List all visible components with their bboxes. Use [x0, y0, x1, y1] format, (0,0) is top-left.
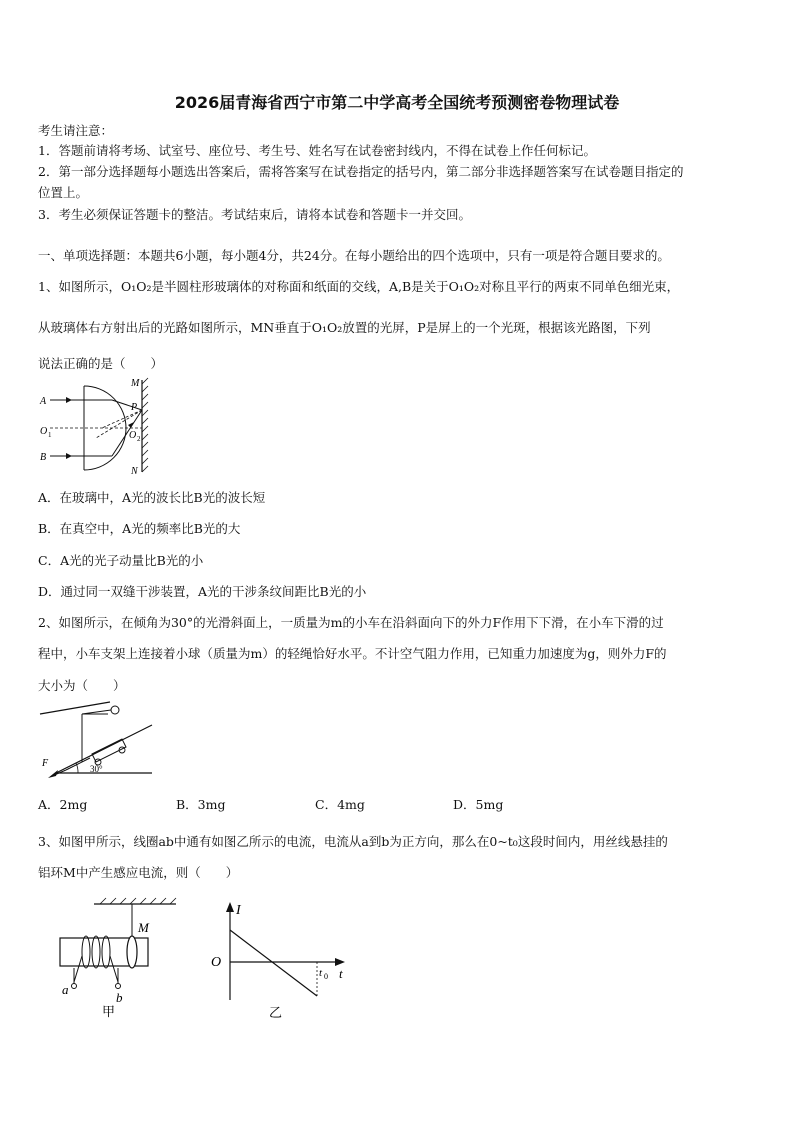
- q1-option: D．通过同一双缝干涉装置，A光的干涉条纹间距比B光的小: [38, 584, 367, 599]
- fig-label-o2: O: [129, 430, 137, 441]
- fig-label-p: P: [131, 402, 138, 413]
- fig-label-t0: t: [319, 967, 323, 979]
- q1-text-line: 1、如图所示，O₁O₂是半圆柱形玻璃体的对称面和纸面的交线，A,B是关于O₁O₂对称且平行的两束不同单色细光束，: [38, 279, 680, 294]
- fig-label-t0-sub: 0: [324, 972, 328, 981]
- q2-option-b: B．3mg: [176, 797, 226, 812]
- q2-figure: [38, 700, 154, 778]
- q3-text-line: 3、如图甲所示，线圈ab中通有如图乙所示的电流，电流从a到b为正方向，那么在0~t₀这段时间内，用丝线悬挂的: [38, 834, 668, 849]
- fig-caption-yi: 乙: [269, 1005, 283, 1020]
- fig-label-m: M: [131, 378, 140, 389]
- fig-label-m: M: [138, 920, 149, 935]
- section-heading: 一、单项选择题：本题共6小题，每小题4分，共24分。在每小题给出的四个选项中，只有一项是符合题目要求的。: [38, 248, 670, 263]
- fig-label-i: I: [236, 903, 241, 918]
- fig-label-b: b: [116, 990, 123, 1005]
- notice-item: 2．第一部分选择题每小题选出答案后，需将答案写在试卷指定的括号内，第二部分非选择题答案写在试卷题目指定的: [38, 164, 684, 179]
- notice-item: 1．答题前请将考场、试室号、座位号、考生号、姓名写在试卷密封线内，不得在试卷上作任何标记。: [38, 143, 596, 158]
- q2-text-line: 程中，小车支架上连接着小球（质量为m）的轻绳恰好水平。不计空气阻力作用，已知重力加速度为g，则外力F的: [38, 646, 667, 661]
- q1-text-line: 说法正确的是（ ）: [38, 356, 164, 371]
- fig-label-a: a: [62, 982, 69, 997]
- q3-figure-jia: [56, 898, 176, 1020]
- fig-caption-jia: 甲: [102, 1004, 116, 1019]
- notice-item: 3．考生必须保证答题卡的整洁。考试结束后，请将本试卷和答题卡一并交回。: [38, 207, 471, 222]
- notice-item: 位置上。: [38, 185, 89, 200]
- q1-text-line: 从玻璃体右方射出后的光路如图所示，MN垂直于O₁O₂放置的光屏，P是屏上的一个光斑，根据该光路图，下列: [38, 320, 651, 335]
- q1-option: A．在玻璃中，A光的波长比B光的波长短: [38, 490, 266, 505]
- fig-label-t: t: [339, 966, 343, 981]
- page-title: 2026届青海省西宁市第二中学高考全国统考预测密卷物理试卷: [174, 93, 620, 112]
- notice-heading: 考生请注意：: [38, 123, 114, 138]
- fig-label-o1-sub: 1: [48, 431, 52, 439]
- q1-option: B．在真空中，A光的频率比B光的大: [38, 521, 241, 536]
- q2-option-d: D．5mg: [453, 797, 504, 812]
- fig-label-o2-sub: 2: [137, 435, 141, 443]
- q2-option-a: A．2mg: [38, 797, 88, 812]
- fig-label-b: B: [40, 452, 47, 463]
- fig-label-o: O: [211, 955, 222, 970]
- q1-option: C．A光的光子动量比B光的小: [38, 553, 204, 568]
- q1-figure: [36, 376, 156, 476]
- fig-label-f: F: [42, 758, 49, 769]
- q3-figure-yi: [205, 900, 355, 1022]
- fig-label-a: A: [40, 396, 47, 407]
- q2-text-line: 大小为（ ）: [38, 678, 126, 693]
- fig-label-o1: O: [40, 426, 48, 437]
- fig-label-n: N: [131, 466, 138, 477]
- q3-text-line: 铝环M中产生感应电流，则（ ）: [38, 865, 239, 880]
- fig-label-angle: 30°: [90, 764, 103, 774]
- q2-option-c: C．4mg: [315, 797, 365, 812]
- q2-text-line: 2、如图所示，在倾角为30°的光滑斜面上，一质量为m的小车在沿斜面向下的外力F作用下下滑，在小车下滑的过: [38, 615, 664, 630]
